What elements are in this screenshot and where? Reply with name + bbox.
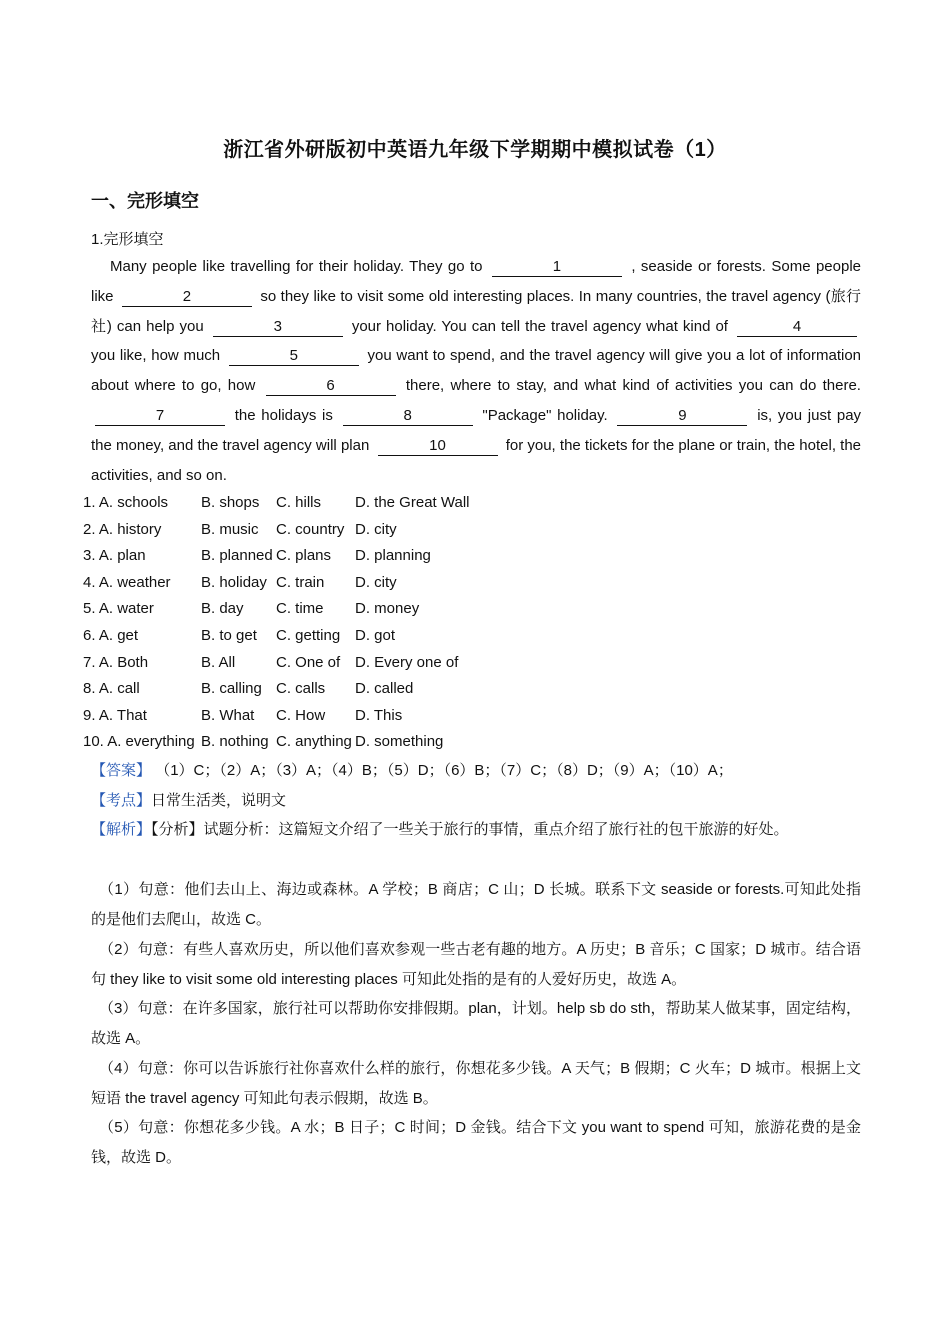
passage-text: so they like to visit some old interesting places. In many countries, the travel agency (旅行社) can help you xyxy=(91,287,861,335)
option-a: 6. A. get xyxy=(83,626,139,644)
passage-text: , seaside or forests. Some people like xyxy=(91,258,862,305)
option-a: 3. A. plan xyxy=(83,547,146,565)
analysis-text: 【分析】试题分析：这篇短文介绍了一些关于旅行的事情，重点介绍了旅行社的包干旅游的好处。 xyxy=(151,821,789,838)
option-b: B. nothing xyxy=(201,733,269,751)
option-a: 10. A. everything xyxy=(83,733,195,751)
option-c: C. anything xyxy=(276,733,352,751)
blank-6: 6 xyxy=(266,377,396,396)
answer-line xyxy=(91,756,861,786)
option-b: B. shops xyxy=(201,494,260,511)
section-heading: 一、完形填空 xyxy=(91,191,199,211)
option-c: C. calls xyxy=(276,680,326,698)
option-a: 1. A. schools xyxy=(83,494,169,511)
passage-text: your holiday. You can tell the travel agency what kind of xyxy=(351,317,728,335)
explanation-1: （1）句意：他们去山上、海边或森林。A 学校；B 商店；C 山；D 长城。联系下文 seaside or forests.可知此处指的是他们去爬山，故选 C。 xyxy=(91,881,861,928)
option-b: B. to get xyxy=(201,626,257,644)
analysis-label: 【解析】 xyxy=(91,821,152,838)
option-c: C. country xyxy=(276,520,345,538)
passage-text: "Package" holiday. xyxy=(482,406,608,424)
blank-2: 2 xyxy=(122,288,252,307)
passage-text: you want to spend, and the travel agency will give you a lot of information about where to go, how xyxy=(91,347,862,395)
option-c: C. One of xyxy=(276,653,341,671)
option-a: 4. A. weather xyxy=(83,573,171,591)
option-b: B. What xyxy=(201,706,255,724)
passage-text: the holidays is xyxy=(234,406,333,424)
option-d: D. called xyxy=(355,680,414,698)
option-a: 8. A. call xyxy=(83,680,140,698)
option-a: 9. A. That xyxy=(83,706,147,724)
blank-7: 7 xyxy=(95,407,225,426)
explanation-3: （3）句意：在许多国家，旅行社可以帮助你安排假期。plan，计划。help sb do sth，帮助某人做某事，固定结构，故选 A。 xyxy=(91,1000,861,1047)
analysis-block xyxy=(91,815,861,845)
option-c: C. How xyxy=(276,706,326,724)
option-c: C. hills xyxy=(276,494,322,511)
explanation-5: （5）句意：你想花多少钱。A 水；B 日子；C 时间；D 金钱。结合下文 you want to spend 可知，旅游花费的是金钱，故选 D。 xyxy=(91,1119,861,1166)
point-text: 日常生活类，说明文 xyxy=(151,792,287,809)
option-b: B. holiday xyxy=(201,573,267,591)
option-d: D. city xyxy=(355,573,397,591)
blank-8: 8 xyxy=(343,407,473,426)
option-d: D. Every one of xyxy=(355,653,459,671)
blank-1: 1 xyxy=(492,258,622,277)
option-d: D. something xyxy=(355,733,444,751)
option-d: D. This xyxy=(355,706,403,724)
option-b: B. All xyxy=(201,653,236,671)
blank-5: 5 xyxy=(229,347,359,366)
option-d: D. got xyxy=(355,626,396,644)
option-b: B. day xyxy=(201,600,244,618)
option-c: C. plans xyxy=(276,547,332,565)
blank-3: 3 xyxy=(213,318,343,337)
option-d: D. the Great Wall xyxy=(355,494,470,511)
point-line xyxy=(91,786,861,816)
question-heading: 1.完形填空 xyxy=(91,231,164,248)
point-label: 【考点】 xyxy=(91,792,152,809)
option-a: 2. A. history xyxy=(83,520,162,538)
passage-text: for you, the tickets for the plane or train, the hotel, the activities, and so on. xyxy=(91,436,862,484)
passage-text: Many people like travelling for their holiday. They go to xyxy=(110,258,483,275)
option-b: B. music xyxy=(201,520,259,538)
option-c: C. train xyxy=(276,573,325,591)
option-b: B. calling xyxy=(201,680,262,698)
explanation-4: （4）句意：你可以告诉旅行社你喜欢什么样的旅行，你想花多少钱。A 天气；B 假期；C 火车；D 城市。根据上文短语 the travel agency 可知此句表示假期，故选 B。 xyxy=(91,1060,861,1107)
option-c: C. getting xyxy=(276,626,341,644)
passage-text: you like, how much xyxy=(91,347,221,365)
answer-text: （1）C；（2）A；（3）A；（4）B；（5）D；（6）B；（7）C；（8）D；（9）A；（10）A； xyxy=(155,762,733,779)
option-d: D. planning xyxy=(355,547,431,565)
page-title: 浙江省外研版初中英语九年级下学期期中模拟试卷（1） xyxy=(223,139,727,161)
passage-text: is, you just pay the money, and the travel agency will plan xyxy=(91,406,862,454)
option-d: D. city xyxy=(355,520,397,538)
option-c: C. time xyxy=(276,600,324,618)
cloze-passage xyxy=(91,252,861,490)
option-d: D. money xyxy=(355,600,420,618)
blank-4: 4 xyxy=(737,318,857,337)
explanation-2: （2）句意：有些人喜欢历史，所以他们喜欢参观一些古老有趣的地方。A 历史；B 音乐；C 国家；D 城市。结合语句 they like to visit some old interesting places 可知此处指的是有的人爱好历史，故选 A。 xyxy=(91,941,861,988)
option-a: 7. A. Both xyxy=(83,653,149,671)
option-b: B. planned xyxy=(201,547,273,565)
answer-label: 【答案】 xyxy=(91,762,152,779)
blank-9: 9 xyxy=(617,407,747,426)
option-a: 5. A. water xyxy=(83,600,154,618)
blank-10: 10 xyxy=(378,437,498,456)
passage-text: there, where to stay, and what kind of activities you can do there. xyxy=(405,377,861,395)
